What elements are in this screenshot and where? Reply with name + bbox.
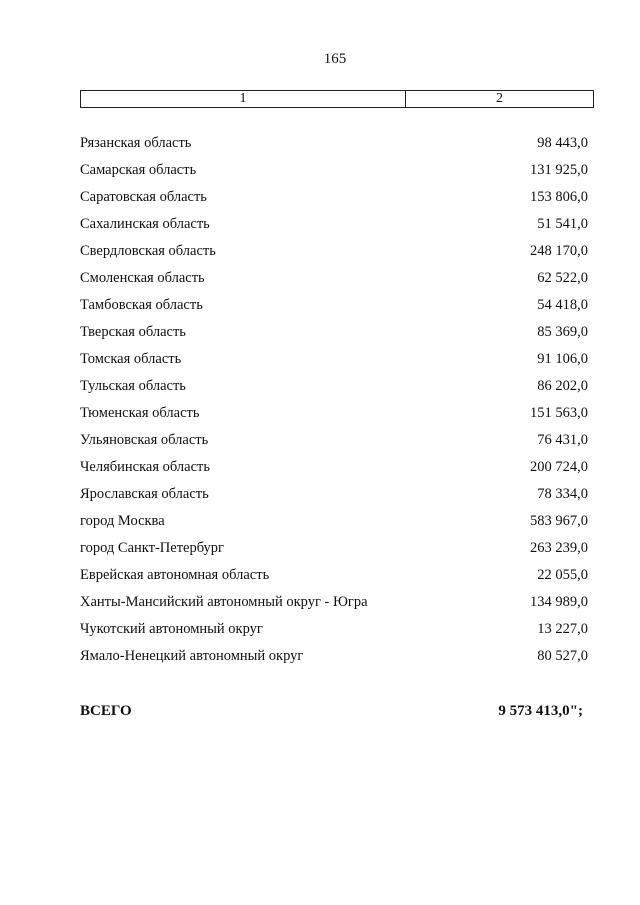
region-name: город Санкт-Петербург (80, 540, 225, 556)
table-row (80, 241, 588, 268)
total-row (80, 703, 583, 720)
region-name: Еврейская автономная область (80, 567, 270, 583)
region-name: Ярославская область (80, 486, 209, 502)
region-value: 583 967,0 (530, 513, 588, 529)
region-name: Свердловская область (80, 243, 216, 259)
region-value: 151 563,0 (530, 405, 588, 421)
region-value: 86 202,0 (537, 378, 588, 394)
total-label: ВСЕГО (80, 703, 132, 719)
table-row (80, 619, 588, 646)
region-value: 80 527,0 (537, 648, 588, 664)
region-name: Тюменская область (80, 405, 200, 421)
region-list (80, 133, 588, 673)
region-value: 131 925,0 (530, 162, 588, 178)
region-name: Тульская область (80, 378, 186, 394)
region-name: Челябинская область (80, 459, 210, 475)
region-value: 91 106,0 (537, 351, 588, 367)
table-row (80, 457, 588, 484)
table-row (80, 538, 588, 565)
region-name: Томская область (80, 351, 182, 367)
region-value: 54 418,0 (537, 297, 588, 313)
table-row (80, 592, 588, 619)
table-row (80, 268, 588, 295)
region-value: 134 989,0 (530, 594, 588, 610)
region-name: Ямало-Ненецкий автономный округ (80, 648, 304, 664)
region-value: 76 431,0 (537, 432, 588, 448)
table-row (80, 133, 588, 160)
table-row (80, 295, 588, 322)
region-name: Сахалинская область (80, 216, 210, 232)
region-value: 263 239,0 (530, 540, 588, 556)
region-value: 98 443,0 (537, 135, 588, 151)
region-name: Саратовская область (80, 189, 207, 205)
page-number: 165 (323, 51, 347, 67)
region-name: Тамбовская область (80, 297, 203, 313)
header-col-2: 2 (496, 91, 503, 106)
region-value: 22 055,0 (537, 567, 588, 583)
table-row (80, 484, 588, 511)
region-name: Чукотский автономный округ (80, 621, 263, 637)
table-header (80, 90, 594, 108)
region-value: 13 227,0 (537, 621, 588, 637)
total-value: 9 573 413,0"; (498, 703, 583, 719)
region-value: 153 806,0 (530, 189, 588, 205)
table-row (80, 430, 588, 457)
region-value: 62 522,0 (537, 270, 588, 286)
table-row (80, 322, 588, 349)
region-value: 51 541,0 (537, 216, 588, 232)
region-value: 200 724,0 (530, 459, 588, 475)
table-row (80, 511, 588, 538)
region-name: Самарская область (80, 162, 197, 178)
region-name: Ханты-Мансийский автономный округ - Югра (80, 594, 368, 610)
region-name: Смоленская область (80, 270, 205, 286)
table-row (80, 349, 588, 376)
region-name: Тверская область (80, 324, 186, 340)
table-row (80, 646, 588, 673)
table-row (80, 376, 588, 403)
region-name: город Москва (80, 513, 165, 529)
table-row (80, 160, 588, 187)
header-col-1: 1 (81, 91, 406, 107)
region-value: 85 369,0 (537, 324, 588, 340)
region-value: 78 334,0 (537, 486, 588, 502)
region-name: Ульяновская область (80, 432, 209, 448)
region-name: Рязанская область (80, 135, 192, 151)
table-row (80, 187, 588, 214)
region-value: 248 170,0 (530, 243, 588, 259)
table-row (80, 214, 588, 241)
table-row (80, 565, 588, 592)
table-row (80, 403, 588, 430)
